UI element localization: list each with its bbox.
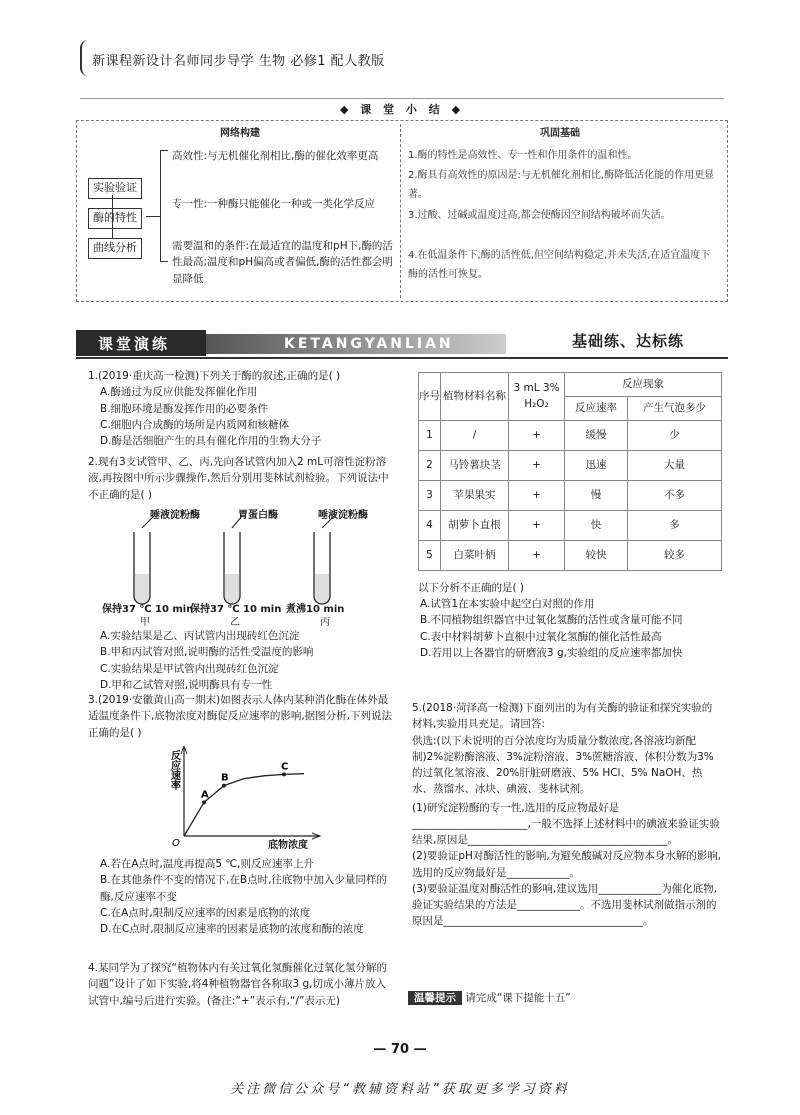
point-C (282, 772, 286, 776)
consolidate-1: 1.酶的特性是高效性、专一性和作用条件的温和性。 (408, 150, 638, 161)
connector (146, 216, 160, 217)
q5-part-1: (1)研究淀粉酶的专一性,选用的反应物最好是______________________,一般不选择上述材料中的碘液来验证实验结果,原因是______________________________________。 (412, 801, 720, 847)
tube-bing-enzyme: 唾液淀粉酶 (318, 510, 368, 521)
point-A (202, 800, 206, 804)
tube-jia-cond: 保持37 ℃ 10 min (102, 604, 194, 615)
tube-jia (134, 516, 154, 604)
q4-option-a: A.试管1在本实验中起空白对照的作用 (420, 598, 595, 610)
q1-option-c: C.细胞内合成酶的场所是内质网和核糖体 (100, 418, 290, 431)
th-index: 序号 (419, 373, 441, 421)
summary-title-bar: ◆ 课 堂 小 结 ◆ (339, 103, 465, 116)
tube-jia-name: 甲 (140, 617, 150, 628)
summary-divider (400, 124, 401, 298)
tube-yi-name: 乙 (230, 617, 240, 628)
q1-option-d: D.酶是活细胞产生的具有催化作用的生物大分子 (100, 435, 322, 448)
branch-efficiency: 高效性:与无机催化剂相比,酶的催化效率更高 (172, 150, 379, 162)
network-head: 网络构建 (220, 128, 260, 139)
branch-mild-conditions: 需要温和的条件:在最适宜的温度和pH下,酶的活性最高;温度和pH偏高或者偏低,酶的活性都会明显降低 (172, 240, 393, 285)
consolidate-2: 2.酶具有高效性的原因是:与无机催化剂相比,酶降低活化能的作用更显著。 (408, 170, 715, 200)
tip-key: 温馨提示 (408, 991, 462, 1005)
table-row: 1 / + 缓慢 少 (419, 421, 722, 451)
point-B (222, 784, 226, 788)
q3-chart (150, 746, 340, 848)
connector (112, 195, 113, 239)
q4-option-b: B.不同植物组织器官中过氧化氢酶的活性或含量可能不同 (420, 614, 683, 627)
q4-option-d: D.若用以上各器官的研磨液3 g,实验组的反应速率都加快 (420, 646, 683, 659)
banner-underline (76, 357, 728, 359)
point-label-A: A (201, 789, 209, 801)
tube-yi (224, 516, 242, 604)
tip (408, 990, 571, 1006)
node-property: 酶的特性 (88, 208, 142, 229)
tube-yi-enzyme: 胃蛋白酶 (238, 510, 278, 521)
consolidate-head: 巩固基础 (540, 128, 580, 139)
q3-option-c: C.在A点时,限制反应速率的因素是底物的浓度 (100, 906, 311, 919)
q2-option-b: B.甲和丙试管对照,说明酶的活性受温度的影响 (100, 646, 314, 659)
y-axis-label: 反应速率 (168, 750, 180, 790)
branch-specificity: 专一性:一种酶只能催化一种或一类化学反应 (172, 198, 376, 210)
q4-after: 以下分析不正确的是( ) (418, 582, 525, 594)
reaction-curve (184, 774, 304, 836)
th-h2o2: 3 mL 3% H₂O₂ (509, 373, 565, 421)
header-bracket (80, 40, 88, 76)
q1-option-b: B.细胞环境是酶发挥作用的必要条件 (100, 402, 269, 415)
tip-text: 请完成“课下提能十五” (465, 992, 571, 1004)
q5-supply: 供选:(以下未说明的百分浓度均为质量分数浓度,各溶液均新配制)2%淀粉酶溶液、3%淀粉溶液、3%蔗糖溶液、体积分数为3%的过氧化氢溶液、20%肝脏研磨液、5% HCl、5% NaOH、热水、蒸馏水、冰块、碘液、斐林试剂。 (412, 734, 714, 796)
point-label-C: C (281, 761, 289, 773)
q2-option-c: C.实验结果是甲试管内出现砖红色沉淀 (100, 662, 279, 675)
tube-bing (314, 516, 334, 604)
banner-title: 课堂演练 (76, 330, 206, 356)
q5-part-3: (3)要验证温度对酶活性的影响,建议选用____________为催化底物,验证实验结果的方法是____________。不选用斐林试剂做指示剂的原因是______________________________________。 (412, 882, 718, 928)
footer-note: 关注微信公众号“教辅资料站”获取更多学习资料 (230, 1082, 570, 1097)
origin-label: O (172, 838, 180, 848)
q1-stem: 1.(2019·重庆高一检测)下列关于酶的叙述,正确的是( ) (88, 370, 341, 382)
table-row: 5 白菜叶柄 + 较快 较多 (419, 541, 722, 571)
th-bubbles: 产生气泡多少 (628, 397, 722, 421)
tube-bing-name: 丙 (320, 617, 330, 628)
header-title: 新课程新设计名师同步导学 生物 必修1 配人教版 (92, 54, 385, 69)
th-rate: 反应速率 (565, 397, 628, 421)
q5-stem: 5.(2018·菏泽高一检测)下面列出的为有关酶的验证和探究实验的材料,实验用具充足。请回答: (412, 702, 713, 731)
q3-option-a: A.若在A点时,温度再提高5 ℃,则反应速率上升 (100, 858, 315, 870)
q1 (88, 368, 394, 449)
q3-options (100, 856, 394, 937)
node-curve: 曲线分析 (88, 238, 142, 259)
q4-option-c: C.表中材料胡萝卜直根中过氧化氢酶的催化活性最高 (420, 630, 662, 643)
q3-option-b: B.在其他条件不变的情况下,在B点时,往底物中加入少量同样的酶,反应速率不变 (100, 874, 387, 903)
q2-options (100, 628, 394, 693)
header-rule (80, 98, 724, 99)
th-material: 植物材料名称 (441, 373, 509, 421)
table-row: 3 苹果果实 + 慢 不多 (419, 481, 722, 511)
tube-yi-cond: 保持37 ℃ 10 min (190, 604, 282, 615)
q5 (412, 700, 722, 930)
q5-part-2: (2)要验证pH对酶活性的影响,为避免酸碱对反应物本身水解的影响,选用的反应物最好是____________。 (412, 850, 722, 879)
tube-jia-enzyme: 唾液淀粉酶 (150, 510, 200, 521)
x-axis-label: 底物浓度 (268, 840, 308, 851)
tube-bing-cond: 煮沸10 min (286, 604, 345, 615)
th-phenomenon: 反应现象 (565, 373, 722, 397)
q2-option-a: A.实验结果是乙、丙试管内出现砖红色沉淀 (100, 630, 300, 642)
summary-title: 课 堂 小 结 (360, 103, 444, 116)
q4-stem: 4.某同学为了探究“植物体内有关过氧化氢酶催化过氧化氢分解的问题”设计了如下实验,将4种植物器官各称取3 g,切成小薄片放入试管中,编号后进行实验。(备注:“+”表示有,“/”表示无) (88, 962, 387, 1007)
point-label-B: B (221, 772, 229, 784)
q2-stem: 2.现有3支试管甲、乙、丙,先向各试管内加入2 mL可溶性淀粉溶液,再按图中所示步骤操作,然后分别用斐林试剂检验。下列说法中不正确的是( ) (88, 456, 389, 501)
consolidate-4: 4.在低温条件下,酶的活性低,但空间结构稳定,并未失活,在适宜温度下酶的活性可恢复。 (408, 250, 711, 280)
consolidate-3: 3.过酸、过碱或温度过高,都会使酶因空间结构破坏而失活。 (408, 210, 671, 221)
q4-table (418, 372, 722, 571)
q3-option-d: D.在C点时,限制反应速率的因素是底物的浓度和酶的浓度 (100, 923, 364, 936)
connector (160, 150, 168, 262)
table-row: 4 胡萝卜直根 + 快 多 (419, 511, 722, 541)
page-number: — 70 — (373, 1042, 427, 1057)
q2-option-d: D.甲和乙试管对照,说明酶具有专一性 (100, 678, 273, 691)
banner-right: 基础练、达标练 (572, 332, 685, 350)
q1-option-a: A.酶通过为反应供能发挥催化作用 (100, 386, 258, 399)
node-verify: 实验验证 (88, 178, 142, 199)
table-row: 2 马铃薯块茎 + 迅速 大量 (419, 451, 722, 481)
q3-stem: 3.(2019·安徽黄山高一期末)如图表示人体内某种消化酶在体外最适温度条件下,底物浓度对酶促反应速率的影响,据图分析,下列说法正确的是( ) (88, 694, 393, 739)
banner-pinyin: KETANGYANLIAN (206, 334, 506, 354)
q4-options (420, 596, 722, 661)
